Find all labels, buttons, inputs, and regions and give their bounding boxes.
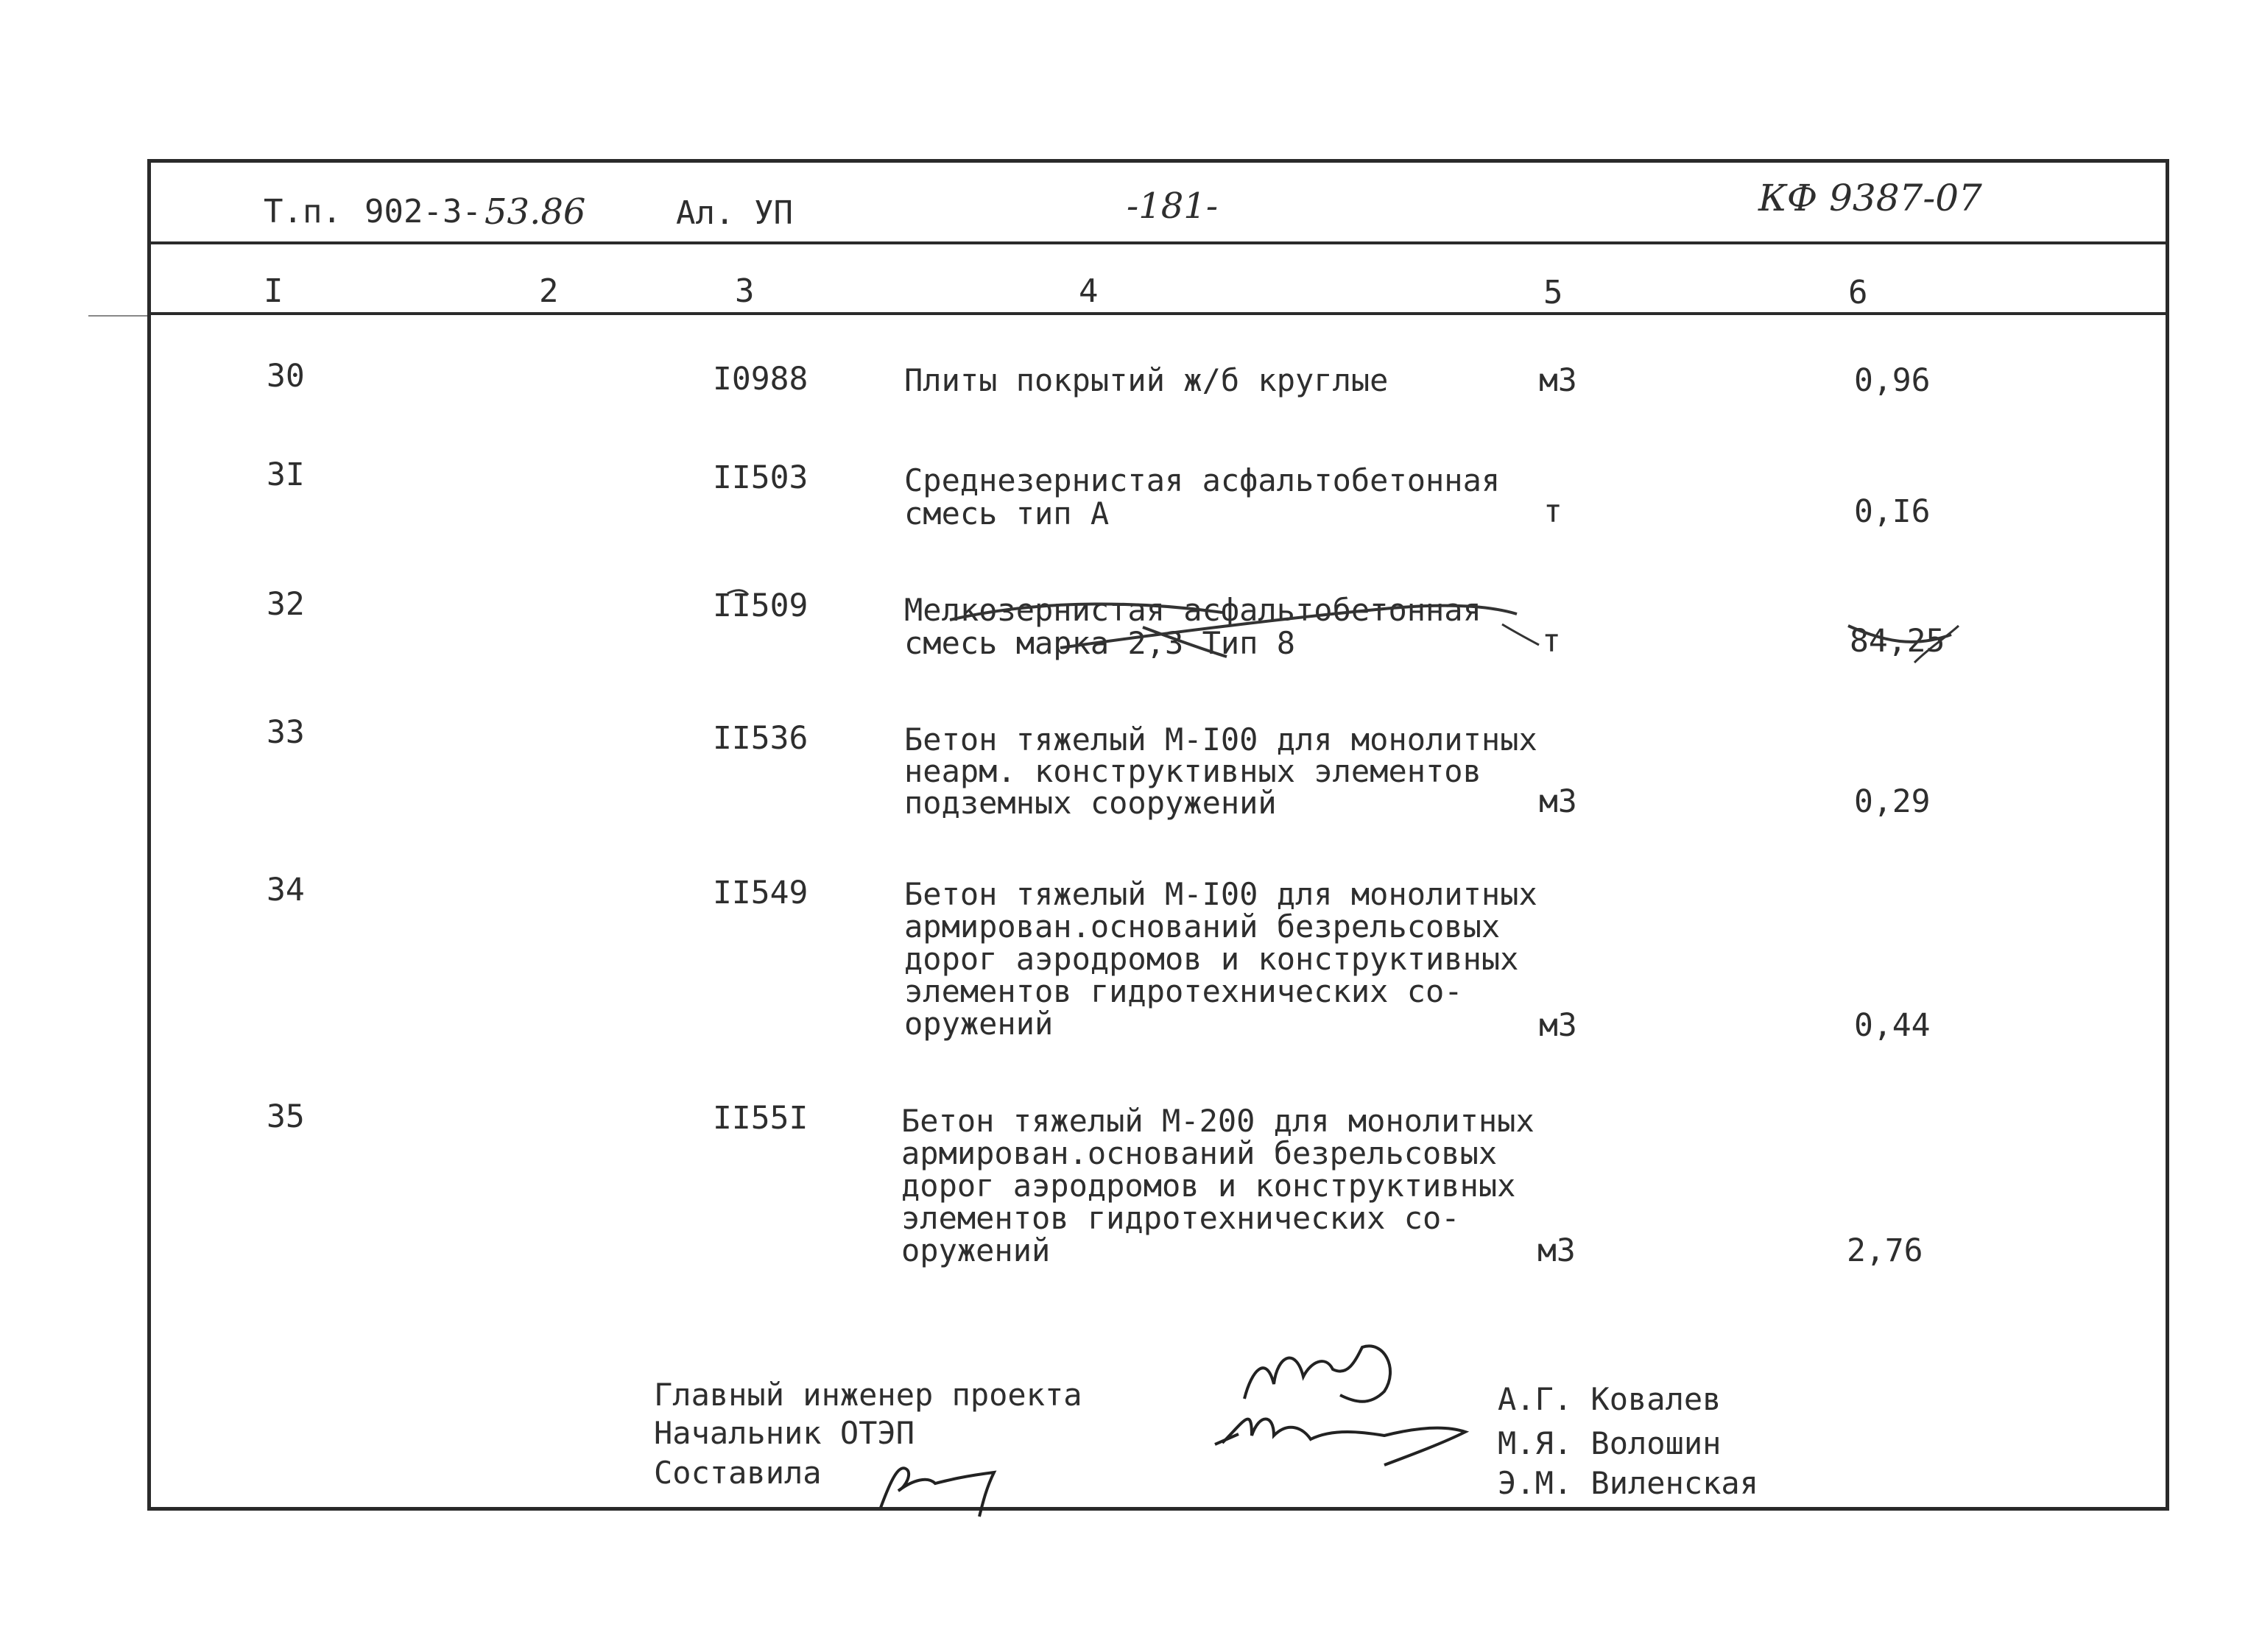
row-number: 3I — [267, 456, 305, 493]
project-suffix: 53.86 — [485, 191, 586, 233]
signatory-title: Главный инженер проекта — [654, 1377, 1082, 1413]
column-header-divider — [147, 312, 2169, 315]
row-unit: м3 — [1539, 783, 1577, 820]
row-description-line: дорог аэродромов и конструктивных — [901, 1168, 1516, 1204]
row-code: II536 — [713, 720, 808, 757]
row-description-line: Плиты покрытий ж/б круглые — [904, 362, 1389, 398]
row-description-line: подземных сооружений — [904, 785, 1277, 821]
row-unit: т — [1542, 623, 1561, 660]
row-quantity: 0,I6 — [1854, 493, 1931, 530]
row-description-line: смесь тип А — [904, 495, 1110, 532]
signatory-title: Начальник ОТЭП — [654, 1415, 915, 1451]
row-number: 33 — [267, 714, 305, 751]
row-description-line: дорог аэродромов и конструктивных — [904, 941, 1519, 977]
row-code: II509 — [713, 587, 808, 624]
row-description-line: элементов гидротехнических со- — [904, 973, 1463, 1009]
row-description-line: Бетон тяжелый М-I00 для монолитных — [904, 721, 1537, 758]
row-code: I0988 — [713, 361, 808, 398]
row-quantity: 2,76 — [1847, 1232, 1923, 1269]
row-unit: м3 — [1539, 1007, 1577, 1044]
project-prefix: 902-3- — [364, 193, 482, 230]
signatory-title: Составила — [654, 1455, 822, 1491]
row-description-line: неарм. конструктивных элементов — [904, 753, 1481, 789]
page-number: -181- — [1127, 186, 1219, 227]
signatory-name: А.Г. Ковалев — [1498, 1381, 1722, 1417]
row-number: 30 — [267, 358, 305, 395]
row-description-line: смесь марка 2,3 Тип 8 — [904, 625, 1296, 661]
row-description-line: армирован.оснований безрельсовых — [901, 1135, 1498, 1171]
row-number: 32 — [267, 586, 305, 623]
column-number-2: 2 — [539, 272, 559, 310]
row-description-line: элементов гидротехнических со- — [901, 1200, 1460, 1236]
row-quantity: 84,25 — [1850, 623, 1945, 660]
signatory-name: М.Я. Волошин — [1498, 1425, 1722, 1461]
row-code: II549 — [713, 875, 808, 911]
row-code: II503 — [713, 459, 808, 496]
album-label: Ал. УП — [676, 194, 793, 232]
signatory-name: Э.М. Виленская — [1498, 1465, 1759, 1501]
row-quantity: 0,96 — [1854, 362, 1931, 399]
row-quantity: 0,29 — [1854, 783, 1931, 820]
project-label: Т.п. — [264, 193, 342, 230]
column-number-6: 6 — [1848, 274, 1868, 311]
header-divider — [147, 241, 2169, 244]
column-number-3: 3 — [735, 272, 755, 310]
row-description-line: Бетон тяжелый М-200 для монолитных — [901, 1103, 1535, 1139]
margin-dash — [88, 315, 147, 317]
row-description-line: армирован.оснований безрельсовых — [904, 908, 1501, 945]
row-unit: м3 — [1537, 1232, 1576, 1269]
document-code: КФ 9387-07 — [1758, 177, 1982, 219]
row-code: II55I — [713, 1100, 808, 1137]
row-unit: м3 — [1539, 362, 1577, 399]
row-description-line: Бетон тяжелый М-I00 для монолитных — [904, 876, 1537, 912]
row-description-line: оружений — [904, 1006, 1054, 1042]
row-description-line: оружений — [901, 1232, 1051, 1268]
row-number: 34 — [267, 872, 305, 908]
row-number: 35 — [267, 1098, 305, 1135]
column-number-5: 5 — [1543, 274, 1563, 311]
column-number-4: 4 — [1079, 272, 1099, 310]
row-description-line: Мелкозернистая асфальтобетонная — [904, 592, 1481, 628]
row-description-line: Среднезернистая асфальтобетонная — [904, 462, 1501, 498]
row-quantity: 0,44 — [1854, 1007, 1931, 1044]
row-unit: т — [1543, 493, 1562, 530]
column-number-1: I — [264, 272, 283, 310]
